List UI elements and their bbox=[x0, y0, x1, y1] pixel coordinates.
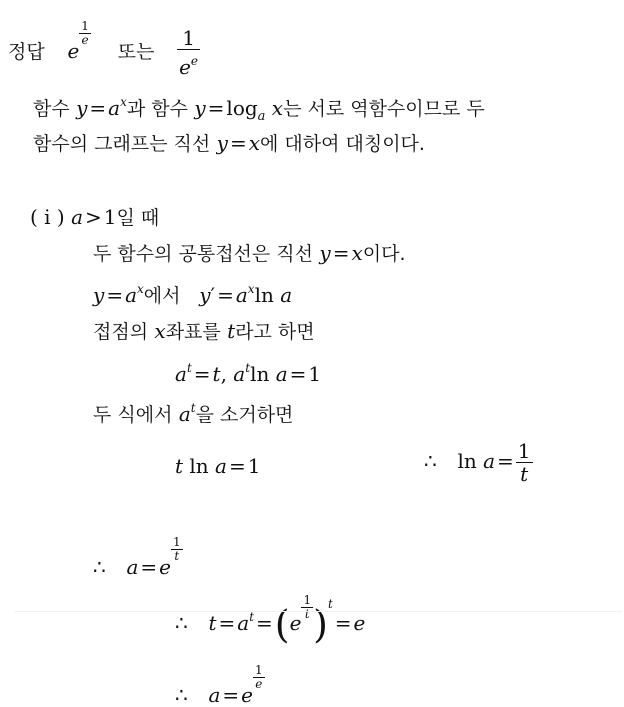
eq1-y: y bbox=[76, 96, 88, 120]
elim-a: a bbox=[178, 402, 191, 426]
eq2-equals: = bbox=[207, 96, 225, 120]
tp-x: x bbox=[154, 319, 166, 343]
res-t: t bbox=[175, 454, 184, 478]
tangent-tail: 이다. bbox=[362, 243, 406, 265]
therefore-3: ∴ bbox=[175, 611, 188, 635]
res4-e: e bbox=[289, 611, 302, 635]
res5-exp-num: 1 bbox=[255, 663, 263, 677]
intro-line-1 bbox=[33, 96, 485, 123]
sys-a3: a bbox=[275, 362, 288, 386]
derivative-line bbox=[93, 283, 292, 306]
res4-equals-3: = bbox=[334, 611, 352, 635]
case1-label: ( i ) bbox=[30, 205, 65, 229]
eq2-base: a bbox=[257, 109, 266, 124]
res4-equals: = bbox=[218, 611, 236, 635]
tangent-text: 두 함수의 공통접선은 직선 bbox=[93, 243, 314, 265]
deriv-x-exp: x bbox=[137, 282, 144, 296]
tp-text3: 라고 하면 bbox=[235, 321, 315, 343]
res2-equals: = bbox=[497, 449, 514, 473]
tangent-y: y bbox=[319, 241, 331, 265]
tp-text1: 접점의 bbox=[93, 321, 149, 343]
result-line-4 bbox=[175, 593, 366, 647]
res-one: 1 bbox=[247, 454, 261, 478]
result-line-1 bbox=[175, 456, 260, 476]
res3-a: a bbox=[126, 555, 139, 579]
res5-exp-den: e bbox=[255, 677, 263, 691]
res3-exp-num: 1 bbox=[173, 535, 181, 549]
deriv-x2-exp: x bbox=[247, 282, 255, 296]
eq2-x: x bbox=[271, 96, 284, 120]
intro-word-and: 과 함수 bbox=[126, 98, 188, 120]
eq3-y: y bbox=[216, 131, 228, 155]
res2-fraction bbox=[516, 440, 533, 485]
res-equals: = bbox=[228, 454, 246, 478]
eq3-equals: = bbox=[229, 131, 247, 155]
answer-frac-den-e: e bbox=[179, 55, 191, 79]
deriv-a: a bbox=[125, 283, 138, 307]
sys-ln: ln bbox=[250, 362, 270, 386]
answer-exp-den: e bbox=[81, 33, 89, 47]
res4-exp-num: 1 bbox=[303, 593, 312, 607]
case1-a: a bbox=[71, 205, 84, 229]
eq3-x: x bbox=[248, 131, 260, 155]
sys-a: a bbox=[175, 362, 187, 386]
eq2-log: log bbox=[226, 96, 258, 120]
sys-a2: a bbox=[233, 362, 246, 386]
answer-base-e: e bbox=[67, 39, 80, 63]
result-line-3 bbox=[93, 536, 183, 577]
sys-t3-exp: t bbox=[245, 361, 251, 375]
intro-word-function: 함수 bbox=[33, 98, 70, 120]
system-line bbox=[175, 362, 321, 384]
tp-t: t bbox=[227, 319, 236, 343]
deriv-prime-mark: ′ bbox=[210, 283, 216, 307]
eq1-a: a bbox=[108, 96, 121, 120]
intro-word-symmetric: 에 대하여 대칭이다. bbox=[259, 133, 425, 155]
deriv-mid: 에서 bbox=[143, 285, 181, 307]
res4-e2: e bbox=[353, 611, 366, 635]
sys-equals: = bbox=[193, 362, 211, 386]
res3-exp-fraction bbox=[171, 536, 183, 563]
answer-or-word: 또는 bbox=[117, 41, 155, 63]
tangent-x: x bbox=[351, 241, 363, 265]
case1-one: 1 bbox=[103, 205, 117, 229]
intro-word-graph: 함수의 그래프는 직선 bbox=[33, 133, 211, 155]
res5-equals: = bbox=[222, 683, 240, 707]
eq1-equals: = bbox=[89, 96, 107, 120]
tangent-point-line bbox=[93, 321, 315, 342]
res4-a: a bbox=[237, 611, 250, 635]
tangent-line bbox=[93, 243, 405, 264]
deriv-a2: a bbox=[235, 283, 248, 307]
answer-exp-num: 1 bbox=[81, 19, 89, 33]
res4-t: t bbox=[208, 611, 217, 635]
answer-exponent-fraction bbox=[79, 20, 91, 47]
res3-e: e bbox=[159, 555, 171, 579]
res4-t-exp: t bbox=[249, 610, 255, 624]
intro-line-2 bbox=[33, 133, 425, 154]
deriv-yprime: y bbox=[199, 283, 211, 307]
deriv-equals-2: = bbox=[217, 283, 234, 307]
elimination-line bbox=[93, 402, 293, 425]
deriv-y: y bbox=[93, 283, 105, 307]
sys-t-exp: t bbox=[186, 361, 192, 375]
sys-comma: , bbox=[220, 362, 227, 386]
elim-text1: 두 식에서 bbox=[93, 404, 173, 426]
sys-t: t bbox=[212, 362, 221, 386]
answer-fraction bbox=[177, 27, 200, 78]
case1-header bbox=[30, 207, 159, 228]
res-a: a bbox=[215, 454, 227, 478]
res3-exp-den: t bbox=[174, 549, 180, 563]
elim-text2: 을 소거하면 bbox=[195, 404, 294, 426]
therefore-1: ∴ bbox=[424, 449, 437, 473]
res5-a: a bbox=[208, 683, 221, 707]
sys-one: 1 bbox=[308, 362, 322, 386]
res4-equals-2: = bbox=[256, 611, 273, 635]
res5-exp-fraction bbox=[253, 664, 265, 691]
eq1-x-exp: x bbox=[120, 95, 127, 109]
deriv-ln: ln bbox=[254, 283, 274, 307]
res5-e: e bbox=[241, 683, 253, 707]
tangent-equals: = bbox=[332, 241, 350, 265]
res3-equals: = bbox=[140, 555, 158, 579]
therefore-2: ∴ bbox=[93, 555, 106, 579]
res4-inner-exp bbox=[301, 594, 313, 621]
res4-right-paren: ) bbox=[313, 602, 328, 647]
res-ln: ln bbox=[189, 454, 209, 478]
faint-divider bbox=[14, 611, 622, 612]
elim-t-exp: t bbox=[190, 401, 196, 415]
therefore-4: ∴ bbox=[175, 683, 188, 707]
answer-frac-num: 1 bbox=[182, 26, 195, 50]
res2-num: 1 bbox=[517, 439, 531, 463]
sys-equals-2: = bbox=[289, 362, 307, 386]
res2-den: t bbox=[520, 462, 529, 486]
eq2-y: y bbox=[194, 96, 206, 120]
res2-a: a bbox=[483, 449, 496, 473]
res4-exp-den: t bbox=[304, 607, 310, 621]
result-line-2 bbox=[424, 440, 533, 485]
answer-line bbox=[8, 20, 200, 78]
res2-ln: ln bbox=[457, 449, 477, 473]
deriv-a3: a bbox=[280, 283, 293, 307]
intro-word-inverse: 는 서로 역함수이므로 두 bbox=[283, 98, 485, 120]
case1-gt: > bbox=[85, 205, 102, 229]
tp-text2: 좌표를 bbox=[165, 321, 221, 343]
res4-outer-exp: t bbox=[327, 597, 333, 611]
case1-tail: 일 때 bbox=[116, 207, 160, 229]
answer-frac-den-exp: e bbox=[190, 54, 199, 68]
answer-label: 정답 bbox=[8, 41, 45, 63]
res4-left-paren: ( bbox=[274, 602, 290, 647]
deriv-equals: = bbox=[106, 283, 124, 307]
